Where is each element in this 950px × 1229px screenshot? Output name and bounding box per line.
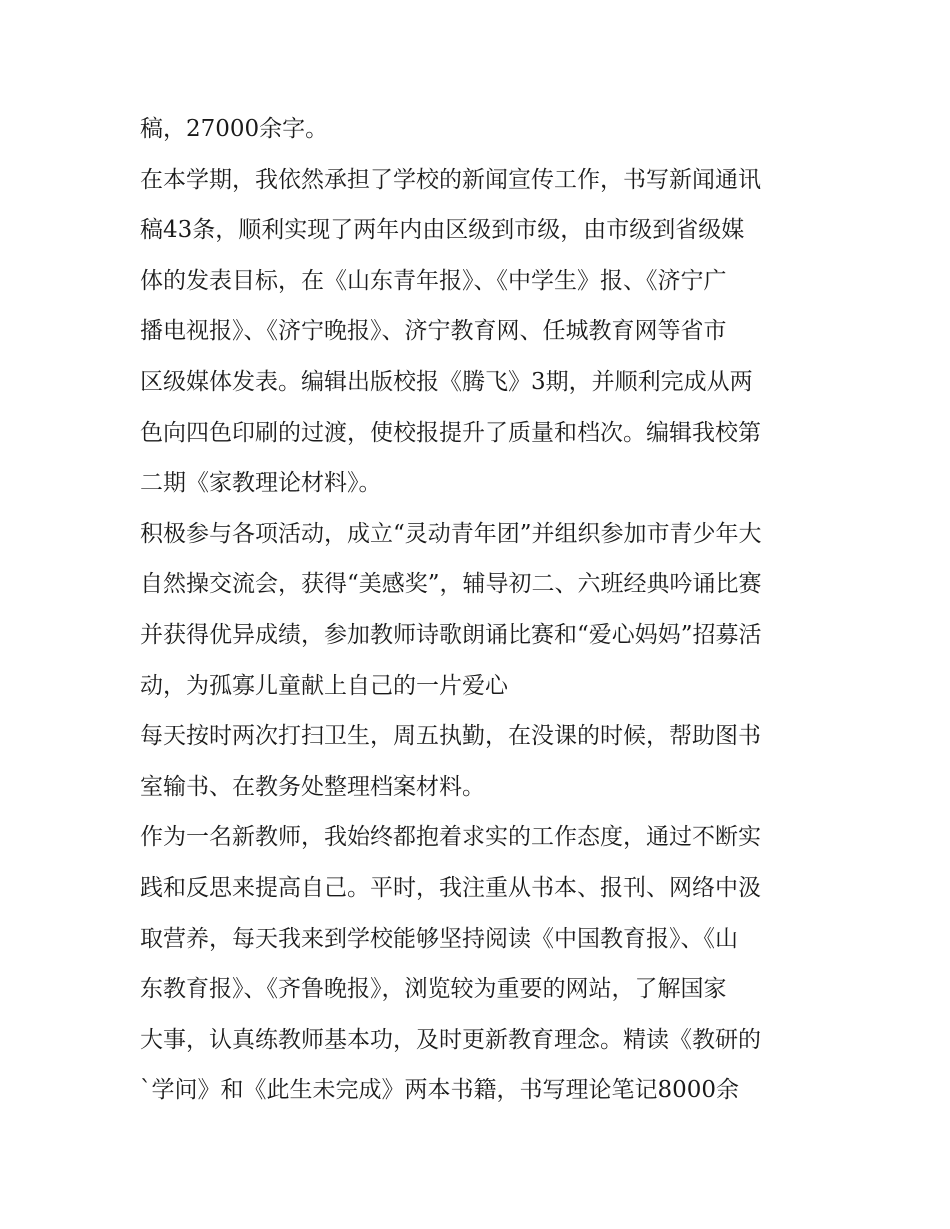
text-line: 每天按时两次打扫卫生，周五执勤，在没课的时候，帮助图书 bbox=[140, 723, 761, 750]
text-line: 积极参与各项活动，成立“灵动青年团”并组织参加市青少年大 bbox=[140, 520, 762, 547]
text-line: 色向四色印刷的过渡，使校报提升了质量和档次。编辑我校第 bbox=[140, 419, 761, 446]
text-line: 大事，认真练教师基本功，及时更新教育理念。精读《教研的 bbox=[140, 1026, 761, 1053]
text-line: 播电视报》、《济宁晚报》、济宁教育网、任城教育网等省市 bbox=[140, 318, 727, 345]
body-text bbox=[140, 104, 820, 1116]
text-line: 稿，27000余字。 bbox=[140, 116, 329, 142]
text-line: 践和反思来提高自己。平时，我注重从书本、报刊、网络中汲 bbox=[140, 874, 761, 901]
text-line: 并获得优异成绩，参加教师诗歌朗诵比赛和“爱心妈妈”招募活 bbox=[140, 621, 762, 648]
text-line: 东教育报》、《齐鲁晚报》，浏览较为重要的网站，了解国家 bbox=[140, 976, 727, 1003]
text-line: 体的发表目标，在《山东青年报》、《中学生》报、《济宁广 bbox=[140, 267, 727, 294]
text-line: 作为一名新教师，我始终都抱着求实的工作态度，通过不断实 bbox=[140, 824, 761, 851]
text-line: 二期《家教理论材料》。 bbox=[140, 470, 382, 497]
text-line: 区级媒体发表。编辑出版校报《腾飞》3期，并顺利完成从两 bbox=[140, 368, 753, 395]
text-line: 自然操交流会，获得“美感奖”，辅导初二、六班经典吟诵比赛 bbox=[140, 571, 762, 598]
text-line: 在本学期，我依然承担了学校的新闻宣传工作，书写新闻通讯 bbox=[140, 166, 761, 193]
text-line: 动，为孤寡儿童献上自己的一片爱心 bbox=[140, 672, 508, 699]
text-line: 室输书、在教务处整理档案材料。 bbox=[140, 773, 485, 800]
text-line: 稿43条，顺利实现了两年内由区级到市级，由市级到省级媒 bbox=[140, 217, 745, 244]
text-line: 取营养，每天我来到学校能够坚持阅读《中国教育报》、《山 bbox=[140, 925, 738, 952]
text-line: `学问》和《此生未完成》两本书籍，书写理论笔记8000余 bbox=[140, 1077, 740, 1104]
